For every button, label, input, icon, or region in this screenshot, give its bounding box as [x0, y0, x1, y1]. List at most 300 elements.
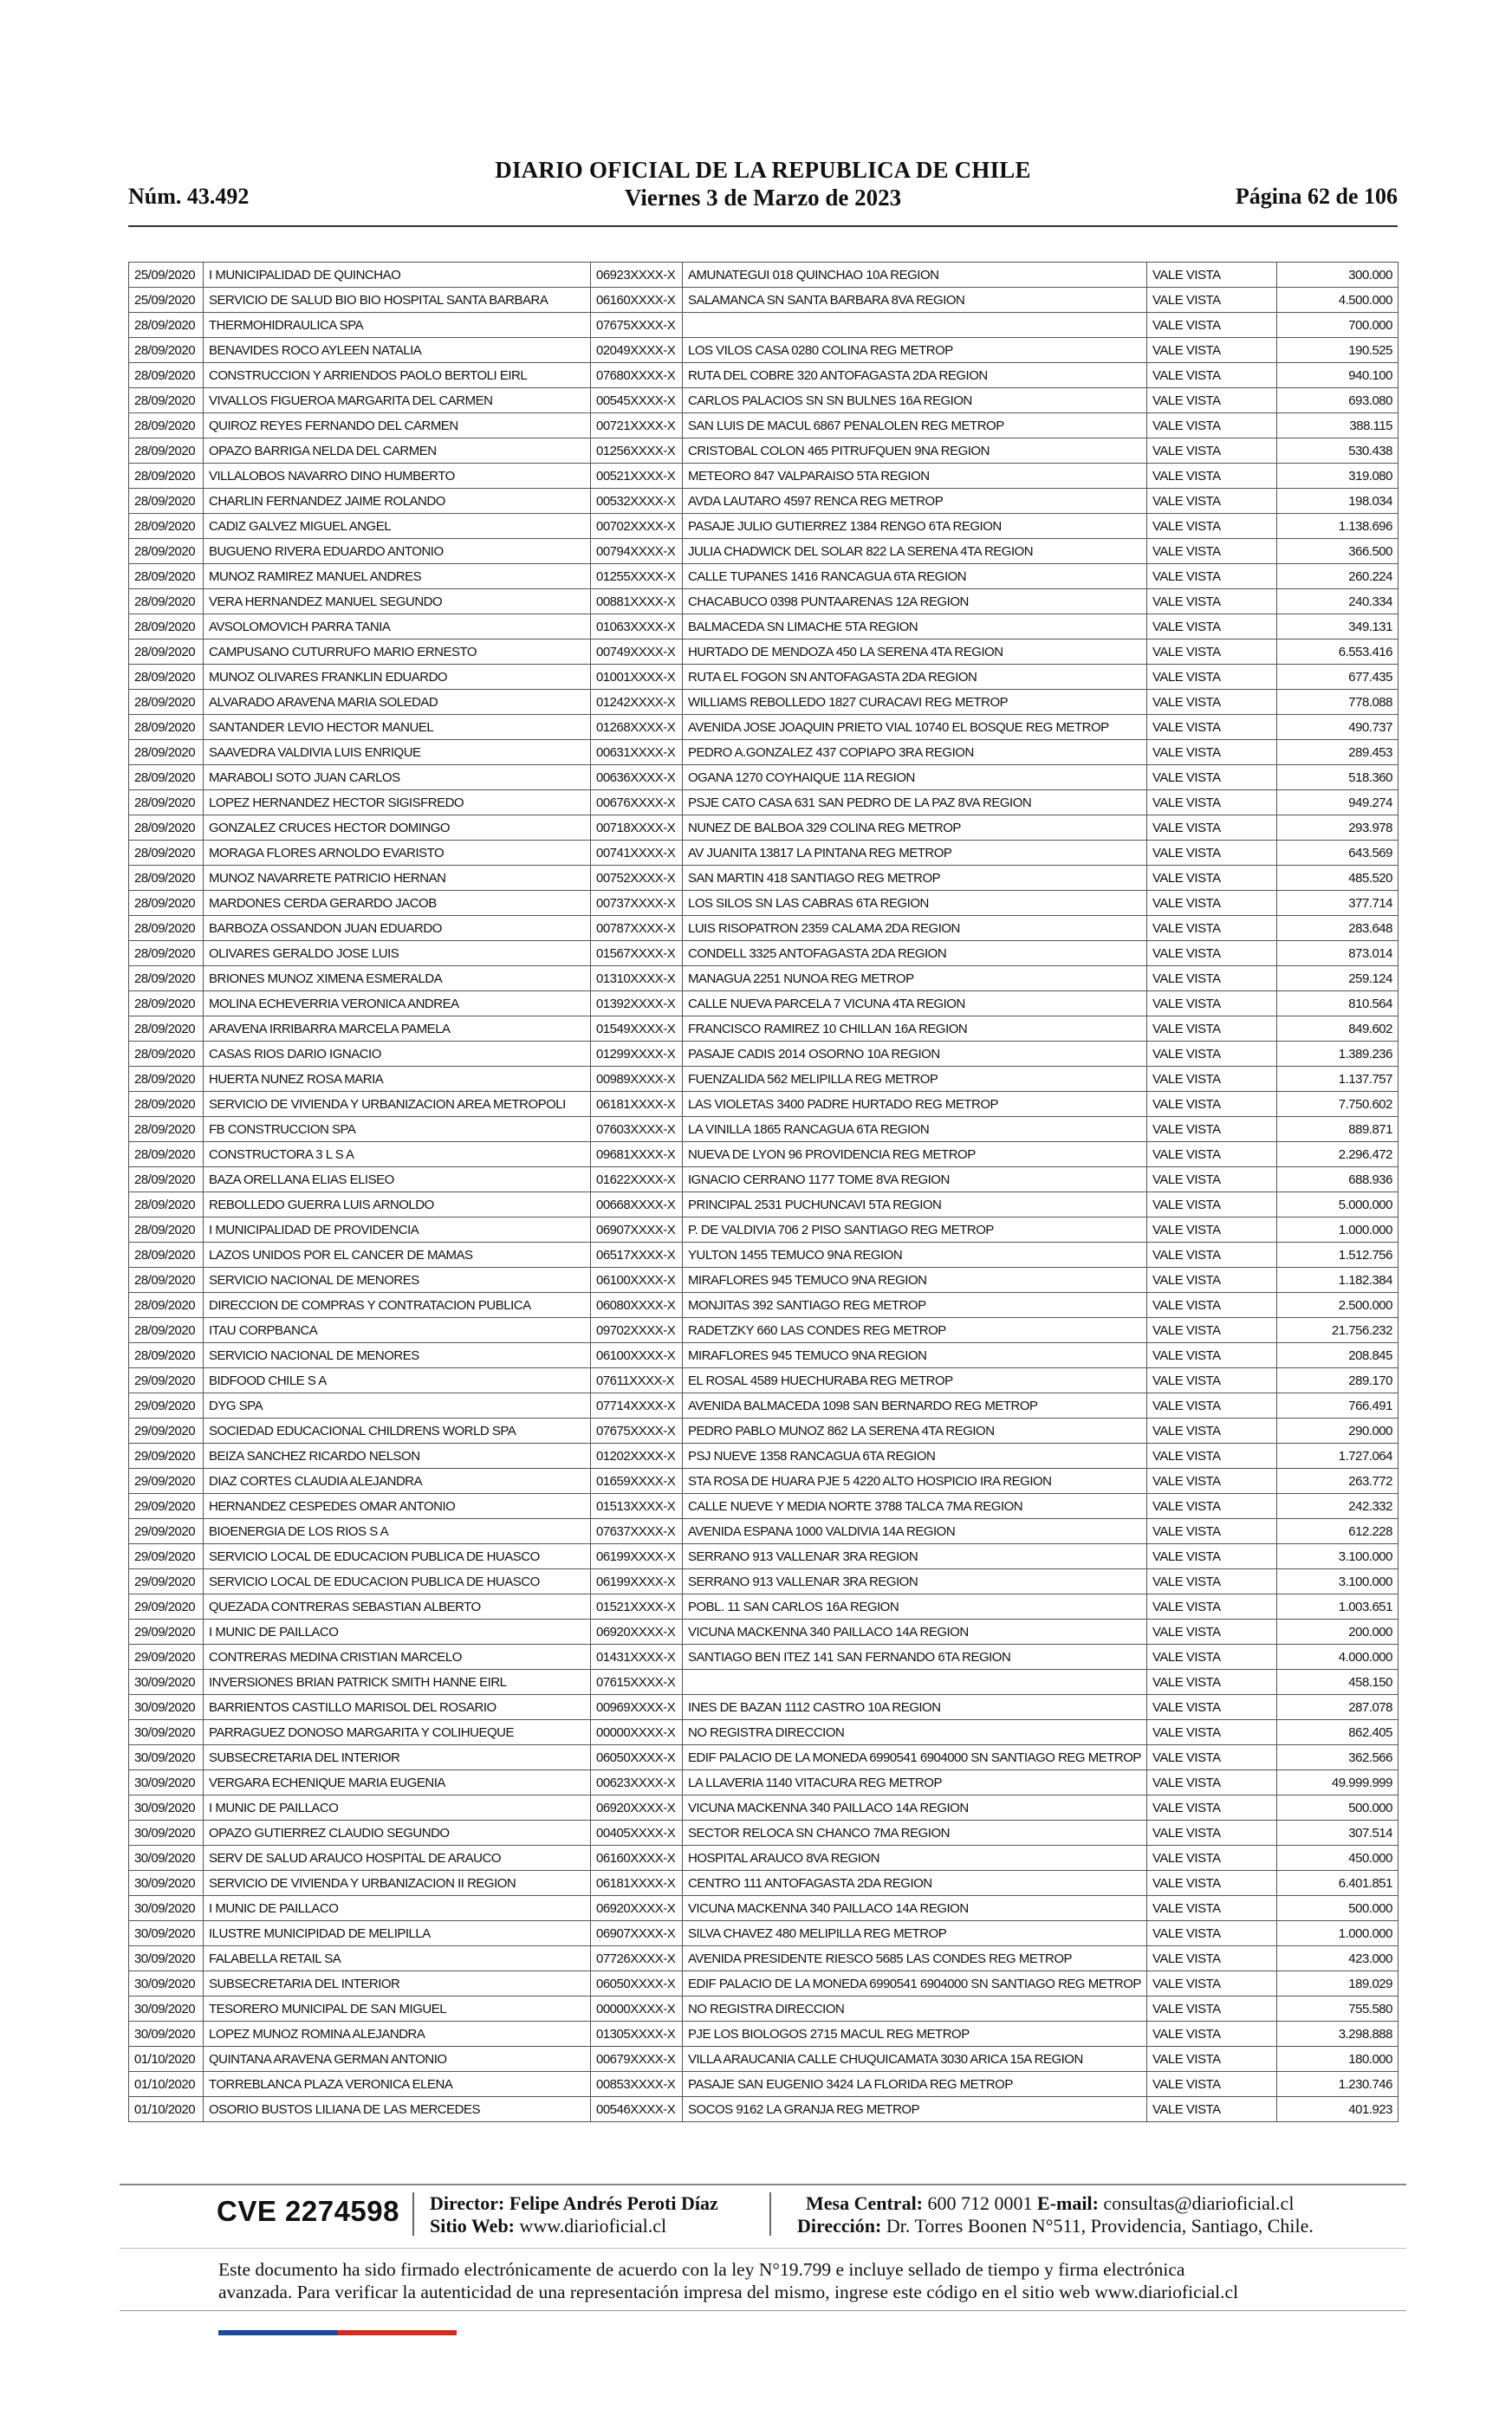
- cell-date: 29/09/2020: [129, 1494, 204, 1519]
- cell-rut: 00636XXXX-X: [591, 765, 683, 790]
- cell-rut: 00000XXXX-X: [591, 1720, 683, 1745]
- cell-date: 28/09/2020: [129, 464, 204, 489]
- table-row: [129, 640, 1398, 665]
- signature-notice: [218, 2258, 1238, 2303]
- cell-method: VALE VISTA: [1147, 564, 1277, 589]
- cell-amount: 300.000: [1277, 263, 1398, 288]
- cell-address: AMUNATEGUI 018 QUINCHAO 10A REGION: [683, 263, 1147, 288]
- cell-rut: 00718XXXX-X: [591, 815, 683, 841]
- cell-address: CHACABUCO 0398 PUNTAARENAS 12A REGION: [683, 589, 1147, 614]
- cell-address: PEDRO A.GONZALEZ 437 COPIAPO 3RA REGION: [683, 740, 1147, 765]
- cell-beneficiary: BARBOZA OSSANDON JUAN EDUARDO: [204, 916, 591, 941]
- cell-amount: 873.014: [1277, 941, 1398, 966]
- cell-rut: 07726XXXX-X: [591, 1946, 683, 1971]
- cell-method: VALE VISTA: [1147, 1243, 1277, 1268]
- table-row: [129, 1594, 1398, 1620]
- cell-date: 28/09/2020: [129, 363, 204, 388]
- cell-rut: 07675XXXX-X: [591, 1419, 683, 1444]
- publication-date: Viernes 3 de Marzo de 2023: [624, 185, 902, 211]
- email-label: E-mail:: [1037, 2192, 1099, 2214]
- cell-amount: 6.553.416: [1277, 640, 1398, 665]
- cell-method: VALE VISTA: [1147, 941, 1277, 966]
- cell-method: VALE VISTA: [1147, 1343, 1277, 1368]
- cell-address: CALLE NUEVE Y MEDIA NORTE 3788 TALCA 7MA REGION: [683, 1494, 1147, 1519]
- cell-method: VALE VISTA: [1147, 790, 1277, 815]
- cell-amount: 349.131: [1277, 614, 1398, 640]
- cell-rut: 01001XXXX-X: [591, 665, 683, 690]
- cell-method: VALE VISTA: [1147, 338, 1277, 363]
- address-value: Dr. Torres Boonen N°511, Providencia, Santiago, Chile.: [886, 2215, 1314, 2237]
- cell-method: VALE VISTA: [1147, 640, 1277, 665]
- cell-method: VALE VISTA: [1147, 740, 1277, 765]
- table-row: [129, 690, 1398, 715]
- cell-method: VALE VISTA: [1147, 866, 1277, 891]
- cell-rut: 01392XXXX-X: [591, 991, 683, 1016]
- cell-beneficiary: I MUNIC DE PAILLACO: [204, 1896, 591, 1921]
- cell-amount: 289.170: [1277, 1368, 1398, 1393]
- cell-date: 28/09/2020: [129, 891, 204, 916]
- cell-method: VALE VISTA: [1147, 1142, 1277, 1167]
- cell-address: EDIF PALACIO DE LA MONEDA 6990541 6904000 SN SANTIAGO REG METROP: [683, 1971, 1147, 1997]
- cell-rut: 06920XXXX-X: [591, 1896, 683, 1921]
- cell-beneficiary: DIAZ CORTES CLAUDIA ALEJANDRA: [204, 1469, 591, 1494]
- cell-rut: 07611XXXX-X: [591, 1368, 683, 1393]
- cell-amount: 778.088: [1277, 690, 1398, 715]
- cell-address: PASAJE JULIO GUTIERREZ 1384 RENGO 6TA REGION: [683, 514, 1147, 539]
- cell-rut: 01513XXXX-X: [591, 1494, 683, 1519]
- cell-rut: 01242XXXX-X: [591, 690, 683, 715]
- table-row: [129, 1393, 1398, 1419]
- table-row: [129, 589, 1398, 614]
- table-row: [129, 2022, 1398, 2047]
- cell-beneficiary: SERVICIO LOCAL DE EDUCACION PUBLICA DE HUASCO: [204, 1569, 591, 1594]
- cell-rut: 06517XXXX-X: [591, 1243, 683, 1268]
- table-row: [129, 1971, 1398, 1997]
- footer-separator-1: [412, 2192, 414, 2236]
- payments-table-body: [129, 263, 1398, 2122]
- table-row: [129, 1243, 1398, 1268]
- cell-beneficiary: ILUSTRE MUNICIPIDAD DE MELIPILLA: [204, 1921, 591, 1946]
- cell-amount: 377.714: [1277, 891, 1398, 916]
- cell-beneficiary: MUNOZ OLIVARES FRANKLIN EDUARDO: [204, 665, 591, 690]
- cell-amount: 1.000.000: [1277, 1217, 1398, 1243]
- cell-beneficiary: SERV DE SALUD ARAUCO HOSPITAL DE ARAUCO: [204, 1846, 591, 1871]
- cell-beneficiary: PARRAGUEZ DONOSO MARGARITA Y COLIHUEQUE: [204, 1720, 591, 1745]
- cell-date: 29/09/2020: [129, 1469, 204, 1494]
- table-row: [129, 1997, 1398, 2022]
- cell-address: HURTADO DE MENDOZA 450 LA SERENA 4TA REGION: [683, 640, 1147, 665]
- cell-date: 30/09/2020: [129, 1770, 204, 1795]
- cell-method: VALE VISTA: [1147, 690, 1277, 715]
- website-link[interactable]: www.diarioficial.cl: [519, 2215, 667, 2237]
- cell-beneficiary: OPAZO GUTIERREZ CLAUDIO SEGUNDO: [204, 1821, 591, 1846]
- cell-beneficiary: SAAVEDRA VALDIVIA LUIS ENRIQUE: [204, 740, 591, 765]
- cell-amount: 21.756.232: [1277, 1318, 1398, 1343]
- cell-beneficiary: SERVICIO NACIONAL DE MENORES: [204, 1268, 591, 1293]
- table-row: [129, 1167, 1398, 1192]
- cell-beneficiary: HERNANDEZ CESPEDES OMAR ANTONIO: [204, 1494, 591, 1519]
- cell-amount: 518.360: [1277, 765, 1398, 790]
- cell-method: VALE VISTA: [1147, 1770, 1277, 1795]
- cell-address: LAS VIOLETAS 3400 PADRE HURTADO REG METROP: [683, 1092, 1147, 1117]
- cell-amount: 6.401.851: [1277, 1871, 1398, 1896]
- cell-method: VALE VISTA: [1147, 891, 1277, 916]
- table-row: [129, 1343, 1398, 1368]
- email-link[interactable]: consultas@diarioficial.cl: [1103, 2192, 1295, 2214]
- cell-date: 30/09/2020: [129, 1745, 204, 1770]
- cell-date: 01/10/2020: [129, 2097, 204, 2122]
- cell-rut: 00749XXXX-X: [591, 640, 683, 665]
- cell-rut: 00000XXXX-X: [591, 1997, 683, 2022]
- cell-beneficiary: INVERSIONES BRIAN PATRICK SMITH HANNE EIRL: [204, 1670, 591, 1695]
- website-label: Sitio Web:: [430, 2215, 516, 2237]
- cell-rut: 01567XXXX-X: [591, 941, 683, 966]
- cell-amount: 198.034: [1277, 489, 1398, 514]
- cell-beneficiary: SANTANDER LEVIO HECTOR MANUEL: [204, 715, 591, 740]
- table-row: [129, 1268, 1398, 1293]
- table-row: [129, 464, 1398, 489]
- cell-rut: 07680XXXX-X: [591, 363, 683, 388]
- cell-method: VALE VISTA: [1147, 1620, 1277, 1645]
- cell-date: 29/09/2020: [129, 1393, 204, 1419]
- cell-address: PEDRO PABLO MUNOZ 862 LA SERENA 4TA REGION: [683, 1419, 1147, 1444]
- cell-date: 28/09/2020: [129, 715, 204, 740]
- cell-date: 30/09/2020: [129, 1670, 204, 1695]
- cell-beneficiary: I MUNIC DE PAILLACO: [204, 1795, 591, 1821]
- table-row: [129, 1368, 1398, 1393]
- cell-method: VALE VISTA: [1147, 991, 1277, 1016]
- cell-method: VALE VISTA: [1147, 1444, 1277, 1469]
- table-row: [129, 1896, 1398, 1921]
- cell-date: 30/09/2020: [129, 1997, 204, 2022]
- cell-amount: 200.000: [1277, 1620, 1398, 1645]
- cell-amount: 889.871: [1277, 1117, 1398, 1142]
- table-row: [129, 1142, 1398, 1167]
- cell-date: 28/09/2020: [129, 790, 204, 815]
- cell-date: 28/09/2020: [129, 1318, 204, 1343]
- cell-method: VALE VISTA: [1147, 363, 1277, 388]
- cell-date: 30/09/2020: [129, 1871, 204, 1896]
- cell-beneficiary: SERVICIO DE VIVIENDA Y URBANIZACION II REGION: [204, 1871, 591, 1896]
- cell-address: FRANCISCO RAMIREZ 10 CHILLAN 16A REGION: [683, 1016, 1147, 1042]
- cell-rut: 00405XXXX-X: [591, 1821, 683, 1846]
- cell-method: VALE VISTA: [1147, 614, 1277, 640]
- table-row: [129, 665, 1398, 690]
- cell-address: METEORO 847 VALPARAISO 5TA REGION: [683, 464, 1147, 489]
- cell-method: VALE VISTA: [1147, 1745, 1277, 1770]
- cell-rut: 07675XXXX-X: [591, 313, 683, 338]
- table-row: [129, 1871, 1398, 1896]
- cell-beneficiary: SUBSECRETARIA DEL INTERIOR: [204, 1745, 591, 1770]
- cell-beneficiary: AVSOLOMOVICH PARRA TANIA: [204, 614, 591, 640]
- page-number: Página 62 de 106: [1235, 184, 1398, 209]
- cell-amount: 242.332: [1277, 1494, 1398, 1519]
- cell-method: VALE VISTA: [1147, 313, 1277, 338]
- cell-date: 28/09/2020: [129, 1042, 204, 1067]
- table-row: [129, 1494, 1398, 1519]
- cell-beneficiary: FB CONSTRUCCION SPA: [204, 1117, 591, 1142]
- cell-rut: 07603XXXX-X: [591, 1117, 683, 1142]
- table-row: [129, 866, 1398, 891]
- table-row: [129, 790, 1398, 815]
- table-row: [129, 1469, 1398, 1494]
- cell-date: 28/09/2020: [129, 1142, 204, 1167]
- cell-amount: 1.389.236: [1277, 1042, 1398, 1067]
- cell-address: MONJITAS 392 SANTIAGO REG METROP: [683, 1293, 1147, 1318]
- cell-amount: 7.750.602: [1277, 1092, 1398, 1117]
- table-row: [129, 1770, 1398, 1795]
- cell-method: VALE VISTA: [1147, 413, 1277, 438]
- cell-method: VALE VISTA: [1147, 1519, 1277, 1544]
- cell-rut: 00546XXXX-X: [591, 2097, 683, 2122]
- table-row: [129, 1117, 1398, 1142]
- cell-date: 28/09/2020: [129, 338, 204, 363]
- cell-rut: 00794XXXX-X: [591, 539, 683, 564]
- cell-method: VALE VISTA: [1147, 665, 1277, 690]
- cell-beneficiary: BIDFOOD CHILE S A: [204, 1368, 591, 1393]
- cell-method: VALE VISTA: [1147, 2022, 1277, 2047]
- header-divider: [128, 225, 1398, 227]
- cell-method: VALE VISTA: [1147, 1569, 1277, 1594]
- cell-date: 29/09/2020: [129, 1544, 204, 1569]
- cell-beneficiary: CHARLIN FERNANDEZ JAIME ROLANDO: [204, 489, 591, 514]
- cell-address: HOSPITAL ARAUCO 8VA REGION: [683, 1846, 1147, 1871]
- cell-amount: 1.003.651: [1277, 1594, 1398, 1620]
- cell-amount: 1.727.064: [1277, 1444, 1398, 1469]
- cell-rut: 01299XXXX-X: [591, 1042, 683, 1067]
- cell-amount: 3.100.000: [1277, 1544, 1398, 1569]
- cell-date: 28/09/2020: [129, 1192, 204, 1217]
- cell-date: 29/09/2020: [129, 1645, 204, 1670]
- cell-beneficiary: SERVICIO DE SALUD BIO BIO HOSPITAL SANTA BARBARA: [204, 288, 591, 313]
- table-row: [129, 1444, 1398, 1469]
- table-row: [129, 1067, 1398, 1092]
- cell-amount: 3.298.888: [1277, 2022, 1398, 2047]
- cell-date: 28/09/2020: [129, 489, 204, 514]
- table-row: [129, 841, 1398, 866]
- cell-address: NUEVA DE LYON 96 PROVIDENCIA REG METROP: [683, 1142, 1147, 1167]
- cell-date: 28/09/2020: [129, 1016, 204, 1042]
- cell-beneficiary: REBOLLEDO GUERRA LUIS ARNOLDO: [204, 1192, 591, 1217]
- cell-beneficiary: OLIVARES GERALDO JOSE LUIS: [204, 941, 591, 966]
- footer-separator-2: [769, 2192, 771, 2236]
- cell-beneficiary: LAZOS UNIDOS POR EL CANCER DE MAMAS: [204, 1243, 591, 1268]
- table-row: [129, 1821, 1398, 1846]
- cell-beneficiary: QUINTANA ARAVENA GERMAN ANTONIO: [204, 2047, 591, 2072]
- cell-rut: 01063XXXX-X: [591, 614, 683, 640]
- cell-address: AVENIDA ESPANA 1000 VALDIVIA 14A REGION: [683, 1519, 1147, 1544]
- table-row: [129, 1016, 1398, 1042]
- cell-method: VALE VISTA: [1147, 1795, 1277, 1821]
- cell-address: CALLE TUPANES 1416 RANCAGUA 6TA REGION: [683, 564, 1147, 589]
- cell-rut: 00741XXXX-X: [591, 841, 683, 866]
- cell-amount: 289.453: [1277, 740, 1398, 765]
- cell-date: 28/09/2020: [129, 765, 204, 790]
- cell-address: PSJE CATO CASA 631 SAN PEDRO DE LA PAZ 8VA REGION: [683, 790, 1147, 815]
- cell-method: VALE VISTA: [1147, 288, 1277, 313]
- cell-amount: 190.525: [1277, 338, 1398, 363]
- cell-method: VALE VISTA: [1147, 966, 1277, 991]
- cell-method: VALE VISTA: [1147, 1318, 1277, 1343]
- table-row: [129, 413, 1398, 438]
- cell-address: SALAMANCA SN SANTA BARBARA 8VA REGION: [683, 288, 1147, 313]
- table-row: [129, 1544, 1398, 1569]
- cell-beneficiary: SOCIEDAD EDUCACIONAL CHILDRENS WORLD SPA: [204, 1419, 591, 1444]
- cell-amount: 612.228: [1277, 1519, 1398, 1544]
- table-row: [129, 388, 1398, 413]
- cell-address: RUTA EL FOGON SN ANTOFAGASTA 2DA REGION: [683, 665, 1147, 690]
- cell-date: 28/09/2020: [129, 413, 204, 438]
- cell-beneficiary: QUIROZ REYES FERNANDO DEL CARMEN: [204, 413, 591, 438]
- cell-beneficiary: BAZA ORELLANA ELIAS ELISEO: [204, 1167, 591, 1192]
- cell-address: VILLA ARAUCANIA CALLE CHUQUICAMATA 3030 ARICA 15A REGION: [683, 2047, 1147, 2072]
- cell-beneficiary: LOPEZ HERNANDEZ HECTOR SIGISFREDO: [204, 790, 591, 815]
- cell-method: VALE VISTA: [1147, 1494, 1277, 1519]
- cell-method: VALE VISTA: [1147, 388, 1277, 413]
- cell-method: VALE VISTA: [1147, 815, 1277, 841]
- table-row: [129, 1846, 1398, 1871]
- cell-amount: 688.936: [1277, 1167, 1398, 1192]
- cell-amount: 1.230.746: [1277, 2072, 1398, 2097]
- cell-address: OGANA 1270 COYHAIQUE 11A REGION: [683, 765, 1147, 790]
- cell-amount: 290.000: [1277, 1419, 1398, 1444]
- cell-beneficiary: BENAVIDES ROCO AYLEEN NATALIA: [204, 338, 591, 363]
- cell-date: 28/09/2020: [129, 1243, 204, 1268]
- cell-date: 30/09/2020: [129, 1720, 204, 1745]
- cell-address: MIRAFLORES 945 TEMUCO 9NA REGION: [683, 1268, 1147, 1293]
- cell-method: VALE VISTA: [1147, 1217, 1277, 1243]
- cell-date: 28/09/2020: [129, 1067, 204, 1092]
- cell-date: 30/09/2020: [129, 1896, 204, 1921]
- table-row: [129, 1293, 1398, 1318]
- cell-beneficiary: FALABELLA RETAIL SA: [204, 1946, 591, 1971]
- cell-beneficiary: LOPEZ MUNOZ ROMINA ALEJANDRA: [204, 2022, 591, 2047]
- cell-rut: 00969XXXX-X: [591, 1695, 683, 1720]
- cell-address: NO REGISTRA DIRECCION: [683, 1720, 1147, 1745]
- cell-beneficiary: GONZALEZ CRUCES HECTOR DOMINGO: [204, 815, 591, 841]
- cell-beneficiary: BEIZA SANCHEZ RICARDO NELSON: [204, 1444, 591, 1469]
- cell-date: 01/10/2020: [129, 2072, 204, 2097]
- cell-method: VALE VISTA: [1147, 1871, 1277, 1896]
- cell-date: 28/09/2020: [129, 665, 204, 690]
- table-row: [129, 539, 1398, 564]
- page-header: [128, 156, 1398, 217]
- cell-amount: 388.115: [1277, 413, 1398, 438]
- cell-beneficiary: BARRIENTOS CASTILLO MARISOL DEL ROSARIO: [204, 1695, 591, 1720]
- cell-rut: 00989XXXX-X: [591, 1067, 683, 1092]
- cell-amount: 1.182.384: [1277, 1268, 1398, 1293]
- cell-amount: 1.137.757: [1277, 1067, 1398, 1092]
- cell-beneficiary: CADIZ GALVEZ MIGUEL ANGEL: [204, 514, 591, 539]
- cell-address: JULIA CHADWICK DEL SOLAR 822 LA SERENA 4TA REGION: [683, 539, 1147, 564]
- cell-method: VALE VISTA: [1147, 916, 1277, 941]
- masthead: [128, 156, 1398, 211]
- cell-date: 29/09/2020: [129, 1569, 204, 1594]
- cell-date: 28/09/2020: [129, 966, 204, 991]
- cell-beneficiary: I MUNICIPALIDAD DE QUINCHAO: [204, 263, 591, 288]
- cell-beneficiary: MOLINA ECHEVERRIA VERONICA ANDREA: [204, 991, 591, 1016]
- cell-amount: 4.500.000: [1277, 288, 1398, 313]
- cell-date: 28/09/2020: [129, 388, 204, 413]
- cell-amount: 677.435: [1277, 665, 1398, 690]
- cell-method: VALE VISTA: [1147, 1821, 1277, 1846]
- flag-stripe-red: [338, 2330, 457, 2335]
- cell-amount: 259.124: [1277, 966, 1398, 991]
- cell-date: 28/09/2020: [129, 539, 204, 564]
- cell-amount: 260.224: [1277, 564, 1398, 589]
- cell-method: VALE VISTA: [1147, 765, 1277, 790]
- cell-date: 25/09/2020: [129, 263, 204, 288]
- table-row: [129, 1670, 1398, 1695]
- cell-address: AVENIDA PRESIDENTE RIESCO 5685 LAS CONDES REG METROP: [683, 1946, 1147, 1971]
- cell-address: IGNACIO CERRANO 1177 TOME 8VA REGION: [683, 1167, 1147, 1192]
- cell-address: EDIF PALACIO DE LA MONEDA 6990541 6904000 SN SANTIAGO REG METROP: [683, 1745, 1147, 1770]
- cell-method: VALE VISTA: [1147, 1997, 1277, 2022]
- cell-method: VALE VISTA: [1147, 539, 1277, 564]
- cell-amount: 2.500.000: [1277, 1293, 1398, 1318]
- cell-amount: 458.150: [1277, 1670, 1398, 1695]
- cell-beneficiary: MUNOZ RAMIREZ MANUEL ANDRES: [204, 564, 591, 589]
- cell-rut: 01521XXXX-X: [591, 1594, 683, 1620]
- cell-date: 28/09/2020: [129, 1217, 204, 1243]
- cell-date: 30/09/2020: [129, 1921, 204, 1946]
- cell-amount: 643.569: [1277, 841, 1398, 866]
- cell-beneficiary: BIOENERGIA DE LOS RIOS S A: [204, 1519, 591, 1544]
- cell-date: 29/09/2020: [129, 1419, 204, 1444]
- cell-amount: 401.923: [1277, 2097, 1398, 2122]
- payments-table: [128, 262, 1398, 2122]
- cell-beneficiary: OPAZO BARRIGA NELDA DEL CARMEN: [204, 438, 591, 464]
- cell-amount: 766.491: [1277, 1393, 1398, 1419]
- cell-date: 30/09/2020: [129, 2022, 204, 2047]
- cell-address: RADETZKY 660 LAS CONDES REG METROP: [683, 1318, 1147, 1343]
- cell-date: 28/09/2020: [129, 991, 204, 1016]
- cell-address: AVENIDA BALMACEDA 1098 SAN BERNARDO REG METROP: [683, 1393, 1147, 1419]
- cell-address: VICUNA MACKENNA 340 PAILLACO 14A REGION: [683, 1896, 1147, 1921]
- cell-beneficiary: CONTRERAS MEDINA CRISTIAN MARCELO: [204, 1645, 591, 1670]
- cell-address: LUIS RISOPATRON 2359 CALAMA 2DA REGION: [683, 916, 1147, 941]
- cell-date: 25/09/2020: [129, 288, 204, 313]
- cell-amount: 1.000.000: [1277, 1921, 1398, 1946]
- cell-beneficiary: MARDONES CERDA GERARDO JACOB: [204, 891, 591, 916]
- cell-rut: 01305XXXX-X: [591, 2022, 683, 2047]
- cell-beneficiary: VIVALLOS FIGUEROA MARGARITA DEL CARMEN: [204, 388, 591, 413]
- cell-method: VALE VISTA: [1147, 1645, 1277, 1670]
- cell-rut: 06920XXXX-X: [591, 1795, 683, 1821]
- cell-date: 30/09/2020: [129, 1695, 204, 1720]
- cell-beneficiary: THERMOHIDRAULICA SPA: [204, 313, 591, 338]
- footer-top-rule: [120, 2184, 1406, 2185]
- cell-beneficiary: VILLALOBOS NAVARRO DINO HUMBERTO: [204, 464, 591, 489]
- cell-date: 29/09/2020: [129, 1594, 204, 1620]
- table-row: [129, 288, 1398, 313]
- cell-rut: 06100XXXX-X: [591, 1268, 683, 1293]
- table-row: [129, 941, 1398, 966]
- cell-rut: 00881XXXX-X: [591, 589, 683, 614]
- cell-rut: 00521XXXX-X: [591, 464, 683, 489]
- cell-rut: 06080XXXX-X: [591, 1293, 683, 1318]
- cell-amount: 450.000: [1277, 1846, 1398, 1871]
- cell-beneficiary: BRIONES MUNOZ XIMENA ESMERALDA: [204, 966, 591, 991]
- address-line: [797, 2215, 1314, 2237]
- cell-address: RUTA DEL COBRE 320 ANTOFAGASTA 2DA REGION: [683, 363, 1147, 388]
- cell-amount: 423.000: [1277, 1946, 1398, 1971]
- cell-address: SILVA CHAVEZ 480 MELIPILLA REG METROP: [683, 1921, 1147, 1946]
- cell-date: 30/09/2020: [129, 1946, 204, 1971]
- cell-method: VALE VISTA: [1147, 1419, 1277, 1444]
- cell-address: NUNEZ DE BALBOA 329 COLINA REG METROP: [683, 815, 1147, 841]
- cell-method: VALE VISTA: [1147, 2047, 1277, 2072]
